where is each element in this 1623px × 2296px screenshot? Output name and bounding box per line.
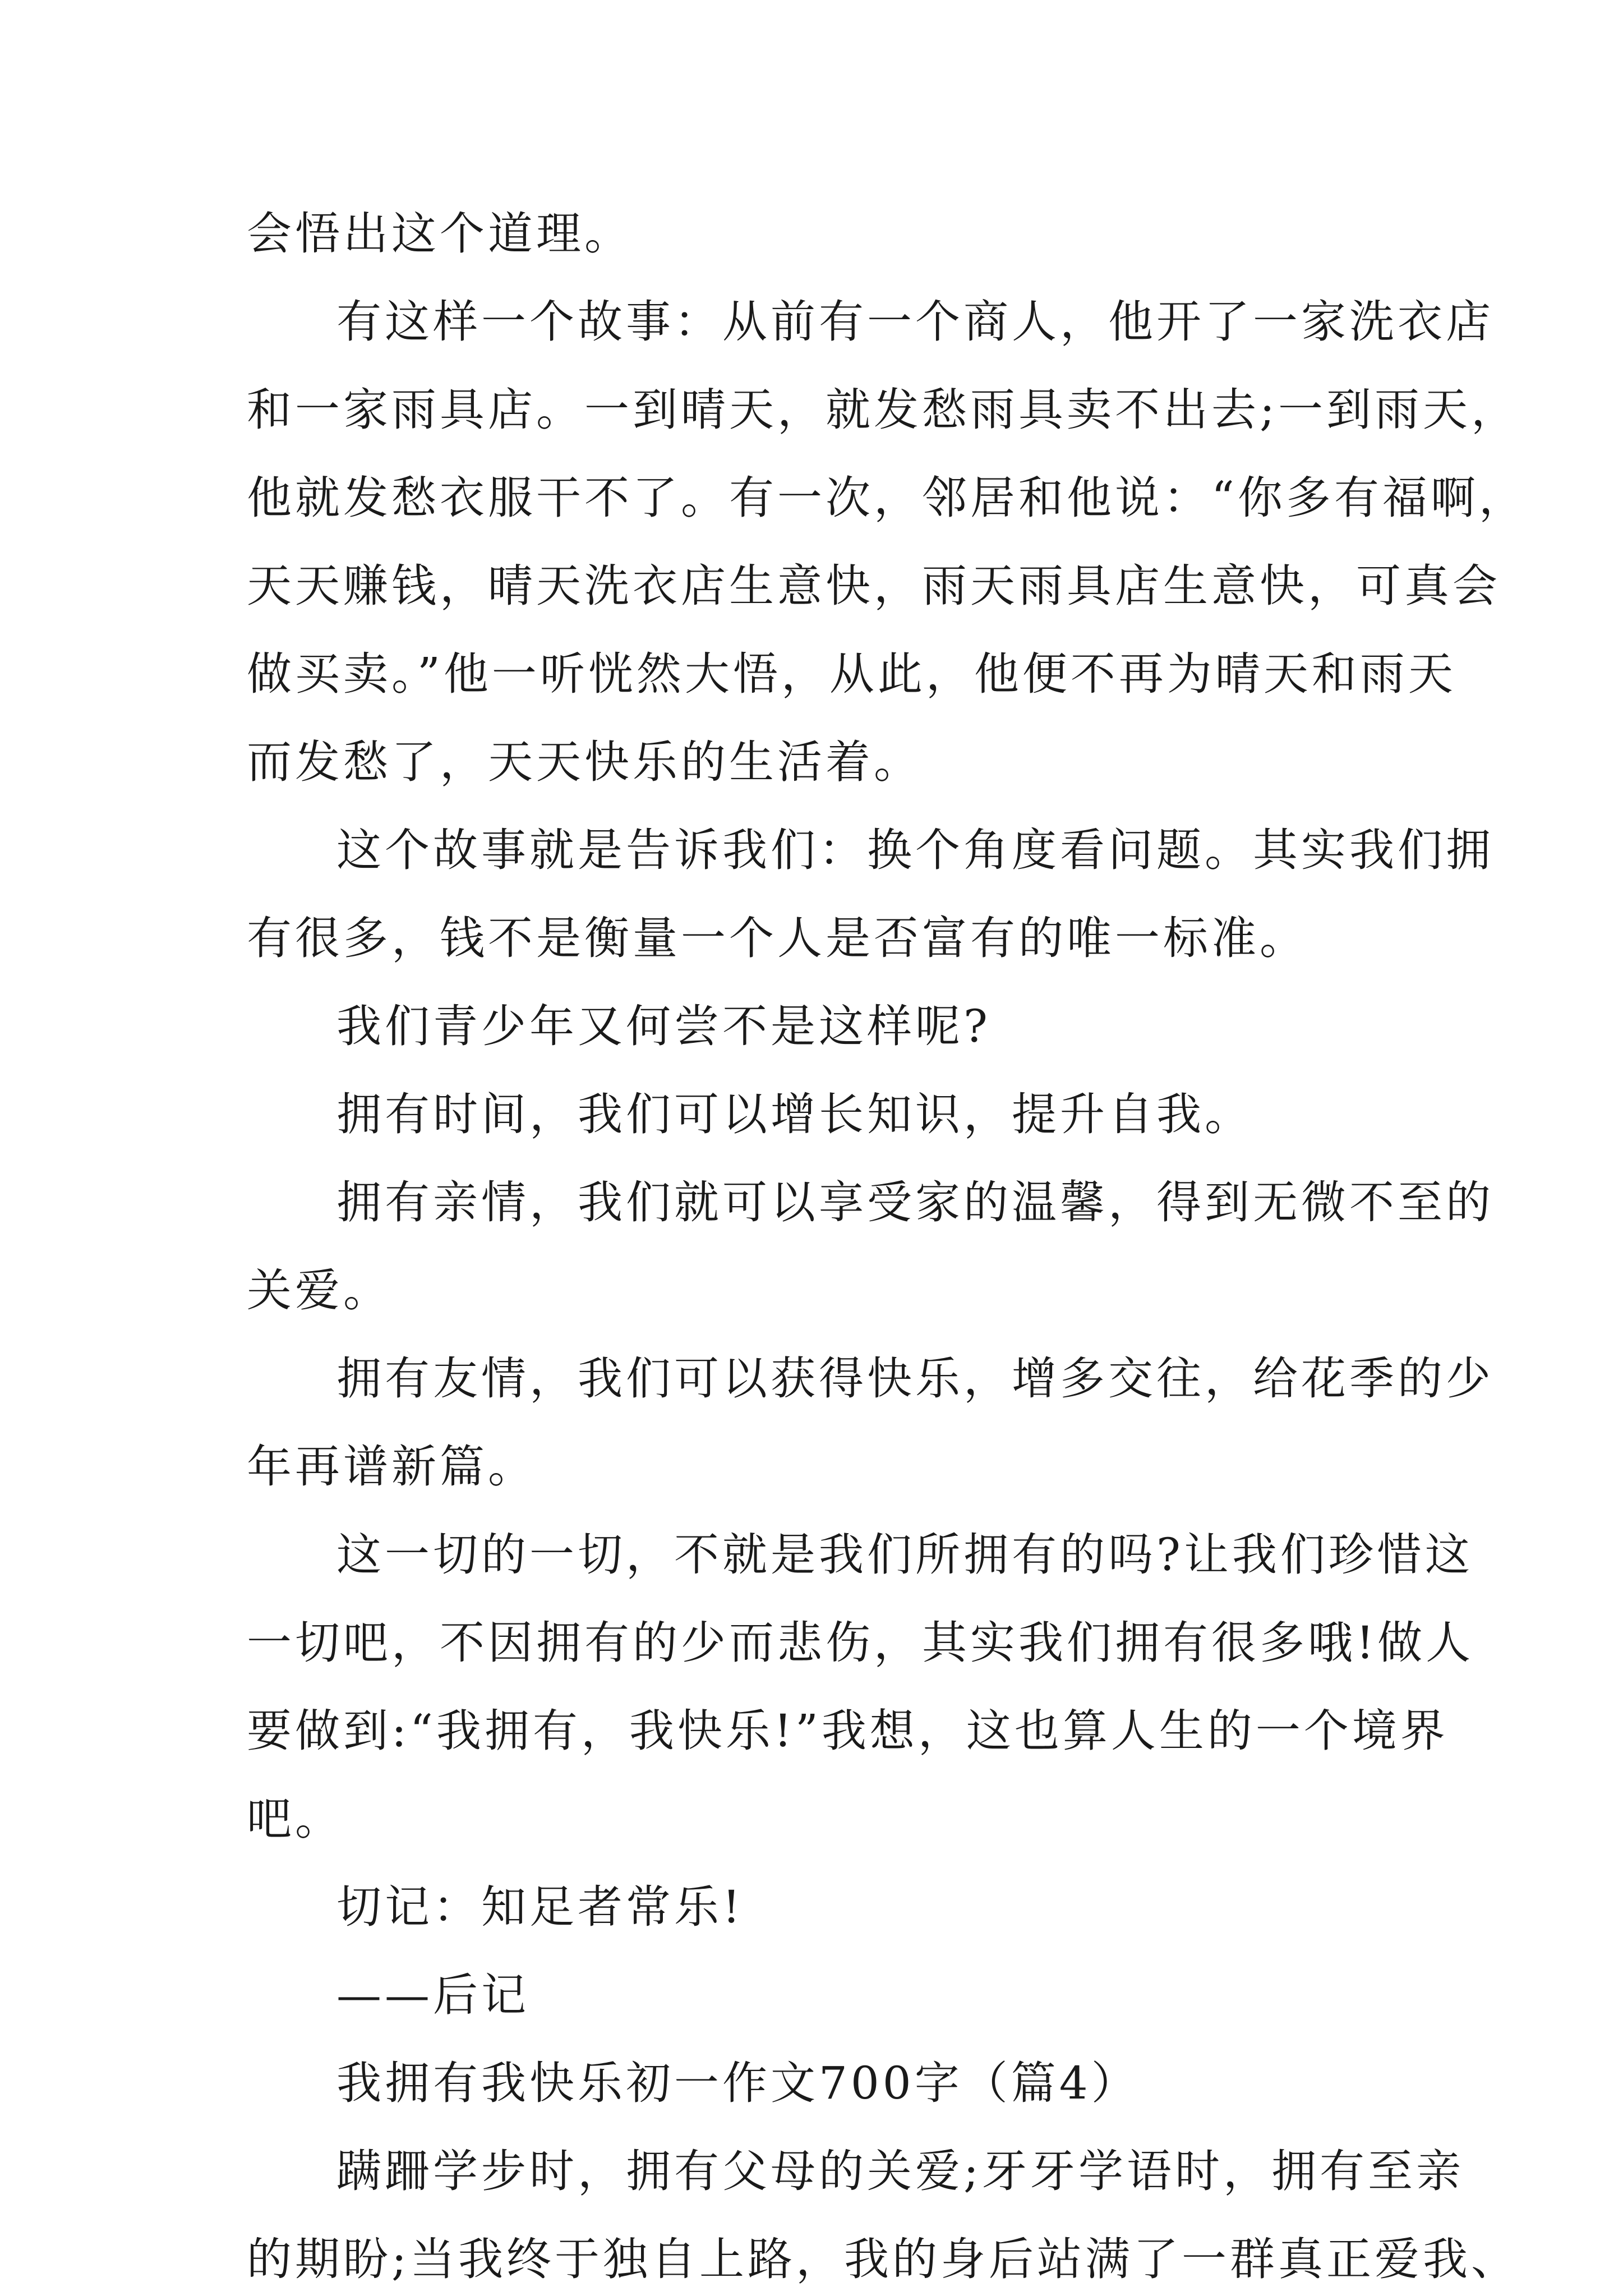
text-line: 和一家雨具店。一到晴天，就发愁雨具卖不出去;一到雨天，	[247, 384, 1519, 436]
paragraph-first-line: 拥有亲情，我们就可以享受家的温馨，得到无微不至的	[336, 1176, 1494, 1228]
section-heading: 我拥有我快乐初一作文700字（篇4）	[336, 2057, 1140, 2109]
paragraph-first-line: 蹒跚学步时，拥有父母的关爱;牙牙学语时，拥有至亲	[336, 2145, 1464, 2197]
text-line: 吧。	[247, 1793, 343, 1845]
afterword-label: ——后记	[336, 1969, 529, 2021]
text-line: 他就发愁衣服干不了。有一次，邻居和他说：“你多有福啊，	[247, 472, 1527, 524]
text-line: 一切吧，不因拥有的少而悲伤，其实我们拥有很多哦!做人	[247, 1617, 1474, 1669]
paragraph-first-line: 我们青少年又何尝不是这样呢?	[336, 1000, 991, 1052]
text-line: 有很多，钱不是衡量一个人是否富有的唯一标准。	[247, 912, 1308, 964]
paragraph-first-line: 这个故事就是告诉我们：换个角度看问题。其实我们拥	[336, 824, 1494, 876]
text-line: 关爱。	[247, 1264, 391, 1317]
paragraph-first-line: 有这样一个故事：从前有一个商人，他开了一家洗衣店	[336, 296, 1494, 348]
text-line: 年再谱新篇。	[247, 1441, 536, 1493]
text-line: 天天赚钱，晴天洗衣店生意快，雨天雨具店生意快，可真会	[247, 560, 1501, 612]
text-line: 要做到:“我拥有，我快乐!”我想，这也算人生的一个境界	[247, 1705, 1449, 1757]
text-line: 而发愁了，天天快乐的生活着。	[247, 736, 922, 788]
paragraph-first-line: 切记：知足者常乐!	[336, 1881, 744, 1933]
paragraph-first-line: 这一切的一切，不就是我们所拥有的吗?让我们珍惜这	[336, 1529, 1473, 1581]
text-line: 的期盼;当我终于独自上路，我的身后站满了一群真正爱我、	[247, 2233, 1519, 2285]
text-line: 做买卖。”他一听恍然大悟，从此，他便不再为晴天和雨天	[247, 648, 1456, 700]
text-line: 会悟出这个道理。	[247, 208, 633, 260]
paragraph-first-line: 拥有友情，我们可以获得快乐，增多交往，给花季的少	[336, 1352, 1494, 1405]
paragraph-first-line: 拥有时间，我们可以增长知识，提升自我。	[336, 1088, 1253, 1140]
